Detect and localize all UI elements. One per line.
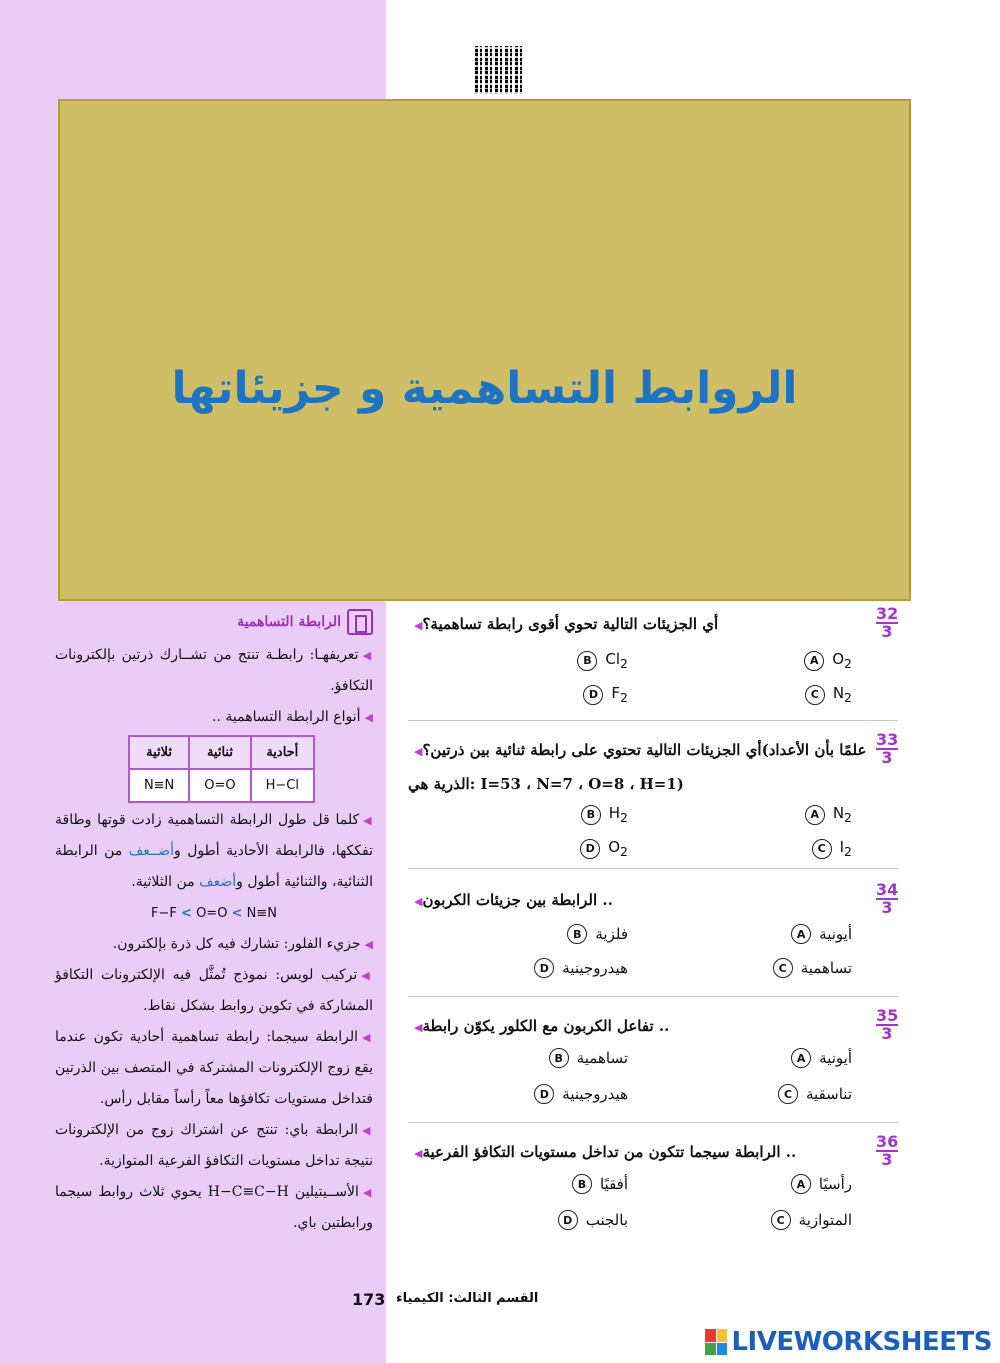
table-header-row [129,736,314,769]
table-cell: N≡N [129,769,189,802]
option-c[interactable]: C المتوازية [771,1210,852,1230]
option-b[interactable]: B تساهمية [549,1048,628,1068]
table-cell: O=O [189,769,250,802]
table-header: أحادية [251,736,314,769]
definition-note: ◀تعريفهـا: رابطـة تنتج من تشــارك ذرتين بإلكترونات التكافؤ. [55,647,373,694]
question-text: ◀أي الجزيئات التالية تحوي أقوى رابطة تساهمية؟ [414,615,719,633]
option-b[interactable]: B $Cl_2$ [577,650,628,671]
bullet-arrow-icon: ◀ [414,1021,423,1034]
title-banner [58,99,911,601]
liveworksheets-logo: LIVEWORKSHEETS [705,1327,992,1357]
option-b[interactable]: B أفقيًا [572,1174,628,1194]
sigma-note: ◀الرابطة سيجما: رابطة تساهمية أحادية تكون عندما يقع زوج الإلكترونات المشتركة في المتصف بين الذرتين فتداخل مستويات تكافؤها معاً رأساً مقابل رأس. [55,1029,373,1107]
sidebar-summary [55,604,373,1239]
bullet-arrow-icon: ◀ [363,814,373,827]
option-d[interactable]: D هيدروجينية [534,958,628,978]
divider [408,720,898,721]
section-label: القسم الثالث: الكيمياء [396,1291,539,1306]
bond-length-note: ◀كلما قل طول الرابطة التساهمية زادت قوتها وطاقة تفككها، فالرابطة الأحادية أطول وأضــعف من الرابطة الثنائية، والثنائية أطول وأضعف من الثلاثية. [55,812,373,890]
option-a[interactable]: A أيونية [791,1048,852,1068]
pi-note: ◀الرابطة باي: تنتج عن اشتراك زوج من الإلكترونات نتيجة تداخل مستويات التكافؤ الفرعية المتوازية. [55,1122,373,1169]
option-c[interactable]: C $I_2$ [812,838,852,859]
bullet-arrow-icon: ◀ [362,1186,374,1199]
question-number: 36 3 [876,1132,899,1169]
question-number: 33 3 [876,730,899,767]
logo-icon [705,1329,727,1355]
option-c[interactable]: C تناسقية [778,1084,852,1104]
option-c[interactable]: C تساهمية [773,958,852,978]
question-number: 34 3 [876,880,899,917]
question-text: ◀الرابطة سيجما تتكون من تداخل مستويات التكافؤ الفرعية .. [414,1143,797,1161]
divider [408,868,898,869]
option-a[interactable]: A $O_2$ [804,650,852,671]
fluorine-note: ◀جزيء الفلور: تشارك فيه كل ذرة بإلكترون. [112,936,373,952]
bullet-arrow-icon: ◀ [361,969,373,982]
acetylene-note: ◀الأســيتيلين H−C≡C−H يحوي ثلاث روابط سيجما ورابطتين باي. [55,1184,374,1231]
option-d[interactable]: D هيدروجينية [534,1084,628,1104]
qr-code [475,46,523,94]
option-a[interactable]: A رأسيًا [791,1174,852,1194]
page-title: الروابط التساهمية و جزيئاتها [171,363,798,414]
question-text: ◀أي الجزيئات التالية تحتوي على رابطة ثنائية بين ذرتين؟(علمًا بأن الأعداد الذرية هي: I=53 ، N=7 ، O=8 ، H=1) [408,741,867,793]
bullet-arrow-icon: ◀ [362,1031,373,1044]
option-c[interactable]: C $N_2$ [805,684,852,705]
bullet-arrow-icon: ◀ [414,1147,423,1160]
option-d[interactable]: D بالجنب [558,1210,628,1230]
bond-types-table [128,735,315,803]
option-b[interactable]: B $H_2$ [581,804,628,825]
question-number: 35 3 [876,1006,899,1043]
types-note: ◀أنواع الرابطة التساهمية .. [212,709,373,725]
sidebar-heading: الرابطة التساهمية [55,604,373,640]
bullet-arrow-icon: ◀ [414,619,423,632]
divider [408,1122,898,1123]
bullet-arrow-icon: ◀ [364,711,373,724]
option-b[interactable]: B فلزية [567,924,628,944]
option-a[interactable]: A أيونية [791,924,852,944]
table-header: ثلاثية [129,736,189,769]
option-d[interactable]: D $O_2$ [580,838,628,859]
bullet-arrow-icon: ◀ [364,938,373,951]
table-row [129,769,314,802]
question-text: ◀تفاعل الكربون مع الكلور يكوّن رابطة .. [414,1017,670,1035]
divider [408,996,898,997]
option-a[interactable]: A $N_2$ [805,804,852,825]
bullet-arrow-icon: ◀ [414,895,423,908]
bullet-arrow-icon: ◀ [362,649,373,662]
book-icon [347,609,373,635]
question-text: ◀الرابطة بين جزيئات الكربون .. [414,891,613,909]
table-header: ثنائية [189,736,250,769]
option-d[interactable]: D $F_2$ [583,684,628,705]
table-cell: H−Cl [251,769,314,802]
page-number: 173 [352,1290,386,1309]
question-number: 32 3 [876,604,899,641]
lewis-note: ◀تركيب لويس: نموذج تُمثَّل فيه الإلكترونات التكافؤ المشاركة في تكوين روابط بشكل نقاط. [55,967,373,1014]
bullet-arrow-icon: ◀ [414,745,423,758]
bond-strength-order: F−F < O=O < N≡N [151,906,277,921]
bullet-arrow-icon: ◀ [362,1124,373,1137]
